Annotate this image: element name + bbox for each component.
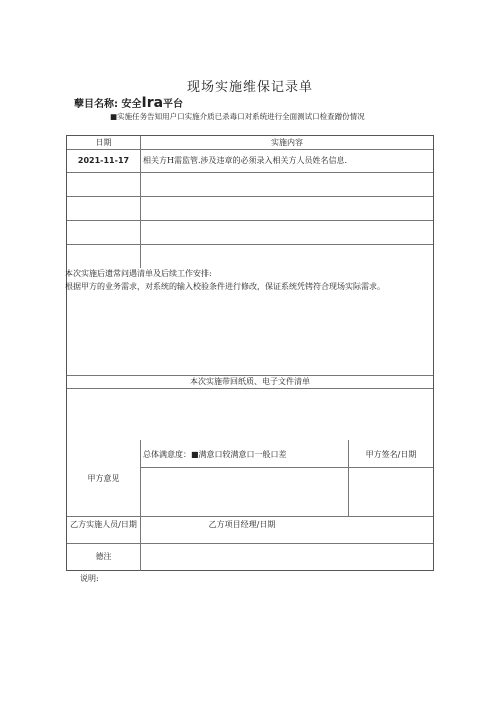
row-content: 相关方H需监管.涉及违章的必须录入相关方人员姓名信息. — [143, 156, 348, 165]
party-b-staff: 乙方实施人员/日期 — [70, 520, 137, 529]
row-date: 2021-11-17 — [77, 156, 130, 165]
remarks-label: 德注 — [95, 552, 112, 561]
header-date: 日期 — [95, 138, 112, 147]
row-divider — [67, 543, 433, 544]
row-divider — [67, 244, 433, 245]
followup-text: 根据甲方的业务需求，对系统的输入校验条件进行修改，保证系统凭铐符合现场实际需求。 — [65, 282, 385, 291]
satisfaction: 总体满意度：■满意口较满意口一般口差 — [143, 450, 287, 459]
files-label: 本次实施带回纸质、电子文件清单 — [190, 377, 310, 386]
header-content: 实施内容 — [271, 138, 303, 147]
task-checklist: ■实施任务告知用户口实施介质已杀毒口对系统进行全面测试口检查蹭份情况 — [110, 112, 365, 121]
project-label: 孽目名称: — [74, 99, 118, 110]
footer-note: 说明: — [80, 574, 99, 583]
row-divider — [67, 375, 433, 376]
party-a-sign: 甲方签名/日期 — [365, 450, 417, 459]
project-name — [74, 95, 183, 111]
row-divider — [67, 516, 433, 517]
party-a-opinion: 甲方意见 — [87, 474, 120, 483]
followup-label: 本次实施后遗常问遇清单及后续工作安排: — [65, 269, 212, 278]
project-name-prefix: 安全 — [121, 99, 142, 110]
project-name-big: Ira — [141, 95, 164, 111]
party-b-manager: 乙方项目经理/日期 — [208, 520, 276, 529]
row-divider — [67, 149, 433, 150]
row-divider — [67, 172, 433, 173]
row-divider — [67, 388, 433, 389]
row-divider — [67, 220, 433, 221]
column-divider — [140, 136, 141, 268]
project-name-suffix: 平台 — [163, 99, 184, 110]
column-divider — [140, 440, 141, 571]
row-divider — [141, 467, 433, 468]
record-table — [66, 135, 434, 571]
page-title: 现场实施维保记录单 — [186, 80, 313, 95]
row-divider — [67, 196, 433, 197]
